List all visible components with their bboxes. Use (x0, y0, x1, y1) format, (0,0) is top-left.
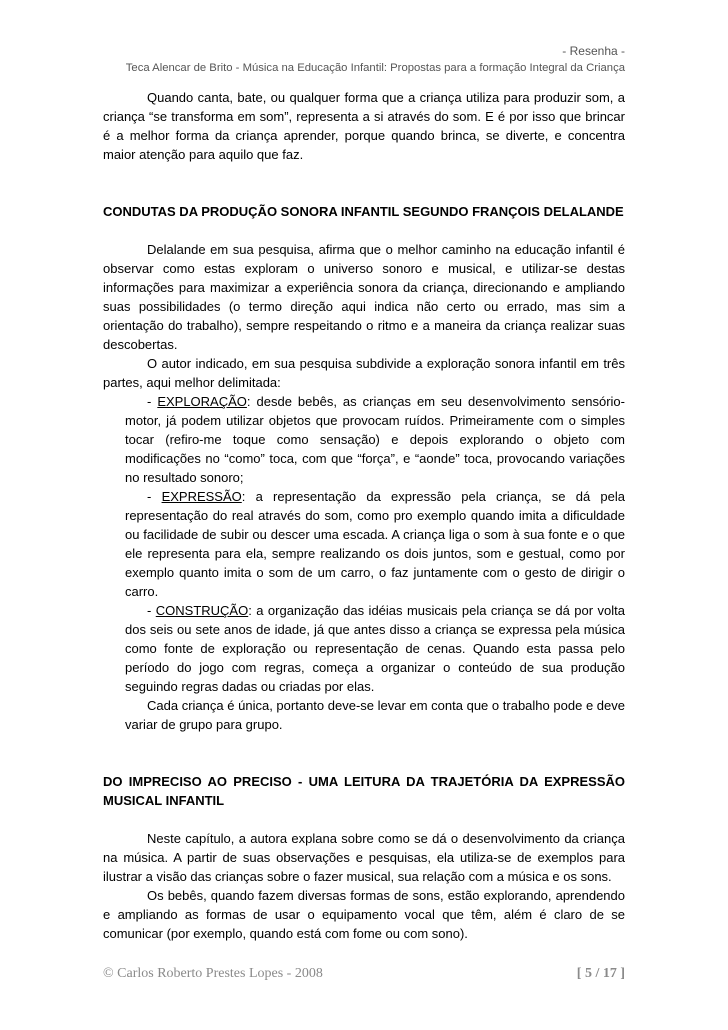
list-item: - EXPLORAÇÃO: desde bebês, as crianças em seu desenvolvimento sensório-motor, já podem utilizar objetos que provocam ruídos. Primeiramente com o simples tocar (refiro-me toque como sensação) e depois explorando o objeto com modificações no “como” toca, com que “força”, e “aonde” toca, provocando variações no resultado sonoro; (125, 394, 625, 485)
list-item: - EXPRESSÃO: a representação da expressão pela criança, se dá pela representação do real através do som, como pro exemplo quando imita a dificuldade ou facilidade de subir ou descer uma escada. A criança liga o som à sua fonte e o que ele representa para ela, sempre realizando os dois juntos, som e gestual, como por exemplo quanto imita o som de um carro, o faz juntamente com o gesto de dirigir o carro. (125, 489, 625, 599)
list-item-term: EXPLORAÇÃO (157, 394, 247, 409)
exploration-list (103, 392, 625, 734)
footer-copyright: © Carlos Roberto Prestes Lopes - 2008 (103, 966, 323, 981)
section1-paragraph-1: Delalande em sua pesquisa, afirma que o melhor caminho na educação infantil é observar como estas exploram o universo sonoro e musical, e utilizar-se destas informações para maximizar a experiência sonora da criança, direcionando e ampliando suas possibilidades (o termo direção aqui indica não certo ou errado, mas sim a orientação do trabalho), sempre respeitando o ritmo e a maneira da criança realizar suas descobertas. (103, 242, 625, 352)
list-item-term: CONSTRUÇÃO (155, 603, 249, 618)
section2-paragraph-1: Neste capítulo, a autora explana sobre como se dá o desenvolvimento da criança na música. A partir de suas observações e pesquisas, ela utiliza-se de exemplos para ilustrar a visão das crianças sobre o fazer musical, sua relação com a música e os sons. (103, 831, 625, 884)
document-body (103, 88, 625, 943)
list-item: - CONSTRUÇÃO: a organização das idéias musicais pela criança se dá por volta dos seis ou sete anos de idade, já que antes disso a criança se expressa pela música como fonte de exploração ou representação de cenas. Quando esta passa pelo período do jogo com regras, começa a organizar o conteúdo de sua produção seguindo regras dadas ou criadas por elas. (125, 603, 625, 694)
header-subtitle: Teca Alencar de Brito - Música na Educação Infantil: Propostas para a formação Integral da Criança (125, 62, 625, 74)
list-item-term: EXPRESSÃO (161, 489, 242, 504)
header-label: - Resenha - (562, 44, 625, 58)
list-closing-paragraph: Cada criança é única, portanto deve-se levar em conta que o trabalho pode e deve variar de grupo para grupo. (125, 698, 625, 732)
section-heading-1: CONDUTAS DA PRODUÇÃO SONORA INFANTIL SEGUNDO FRANÇOIS DELALANDE (103, 204, 624, 219)
intro-paragraph: Quando canta, bate, ou qualquer forma que a criança utiliza para produzir som, a criança “se transforma em som”, representa a si através do som. E é por isso que brincar é a melhor forma da criança aprender, porque quando brinca, se diverte, e concentra maior atenção para aquilo que faz. (103, 90, 625, 162)
section2-paragraph-2: Os bebês, quando fazem diversas formas de sons, estão explorando, aprendendo e ampliando as formas de usar o equipamento vocal que têm, além é claro de se comunicar (por exemplo, quando está com fome ou com sono). (103, 888, 625, 941)
section-heading-2: DO IMPRECISO AO PRECISO - UMA LEITURA DA TRAJETÓRIA DA EXPRESSÃO MUSICAL INFANTIL (103, 774, 625, 808)
footer-page-number: [ 5 / 17 ] (576, 966, 625, 981)
section1-paragraph-2: O autor indicado, em sua pesquisa subdivide a exploração sonora infantil em três partes, aqui melhor delimitada: (103, 356, 625, 390)
